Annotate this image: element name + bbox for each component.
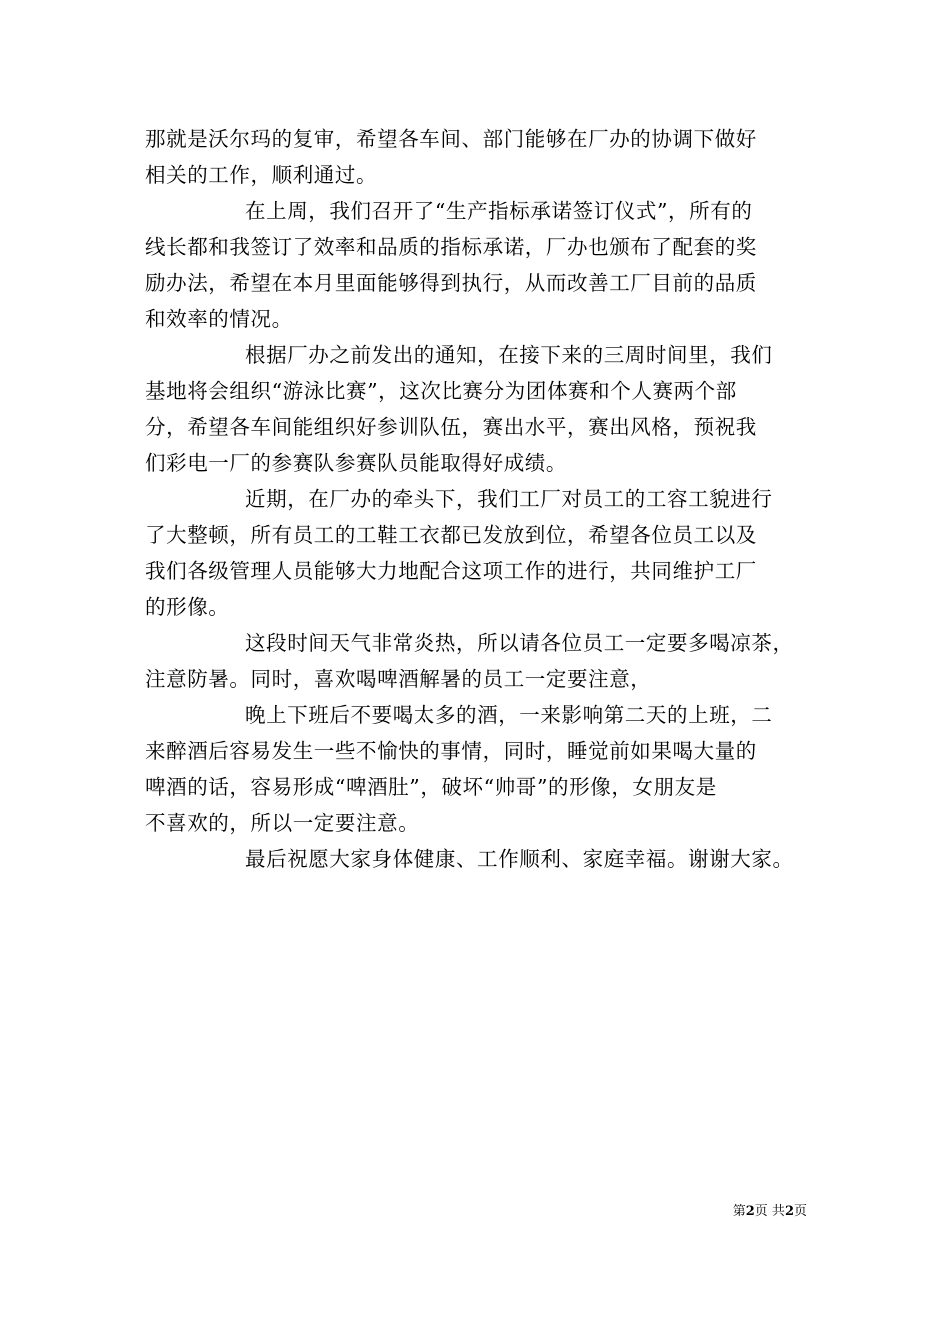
paragraph-first-line: 最后祝愿大家身体健康、工作顺利、家庭幸福。谢谢大家。 [245,847,794,871]
total-pages-number: 2 [784,1204,794,1219]
body-line: 那就是沃尔玛的复审，希望各车间、部门能够在厂办的协调下做好 [145,127,757,151]
paragraph-first-line: 在上周，我们召开了“生产指标承诺签订仪式”，所有的 [245,199,753,223]
body-line: 分，希望各车间能组织好参训队伍，赛出水平，赛出风格，预祝我 [145,415,757,439]
paragraph-first-line: 这段时间天气非常炎热，所以请各位员工一定要多喝凉茶， [245,631,794,655]
body-line: 我们各级管理人员能够大力地配合这项工作的进行，共同维护工厂 [145,559,757,583]
body-line: 来醉酒后容易发生一些不愉快的事情，同时，睡觉前如果喝大量的 [145,739,757,763]
paragraph-first-line: 近期，在厂办的牵头下，我们工厂对员工的工容工貌进行 [245,487,773,511]
body-line: 了大整顿，所有员工的工鞋工衣都已发放到位，希望各位员工以及 [145,523,757,547]
body-line: 啤酒的话，容易形成“啤酒肚”，破坏“帅哥”的形像，女朋友是 [145,775,717,799]
current-page-number: 2 [745,1204,755,1219]
footer-middle: 页 共 [754,1204,785,1219]
body-line: 相关的工作，顺利通过。 [145,163,378,187]
paragraph-first-line: 根据厂办之前发出的通知，在接下来的三周时间里，我们 [245,343,773,367]
page-number-footer [0,1202,807,1222]
body-line: 不喜欢的，所以一定要注意。 [145,811,420,835]
body-line: 基地将会组织“游泳比赛”，这次比赛分为团体赛和个人赛两个部 [145,379,737,403]
footer-suffix: 页 [793,1204,807,1219]
body-line: 励办法，希望在本月里面能够得到执行，从而改善工厂目前的品质 [145,271,757,295]
body-line: 注意防暑。同时，喜欢喝啤酒解暑的员工一定要注意， [145,667,652,691]
body-line: 的形像。 [145,595,230,619]
body-line: 们彩电一厂的参赛队参赛队员能取得好成绩。 [145,451,567,475]
document-body [145,121,810,877]
footer-prefix: 第 [732,1204,746,1219]
paragraph-first-line: 晚上下班后不要喝太多的酒，一来影响第二天的上班，二 [245,703,773,727]
body-line: 线长都和我签订了效率和品质的指标承诺，厂办也颁布了配套的奖 [145,235,757,259]
body-line: 和效率的情况。 [145,307,293,331]
